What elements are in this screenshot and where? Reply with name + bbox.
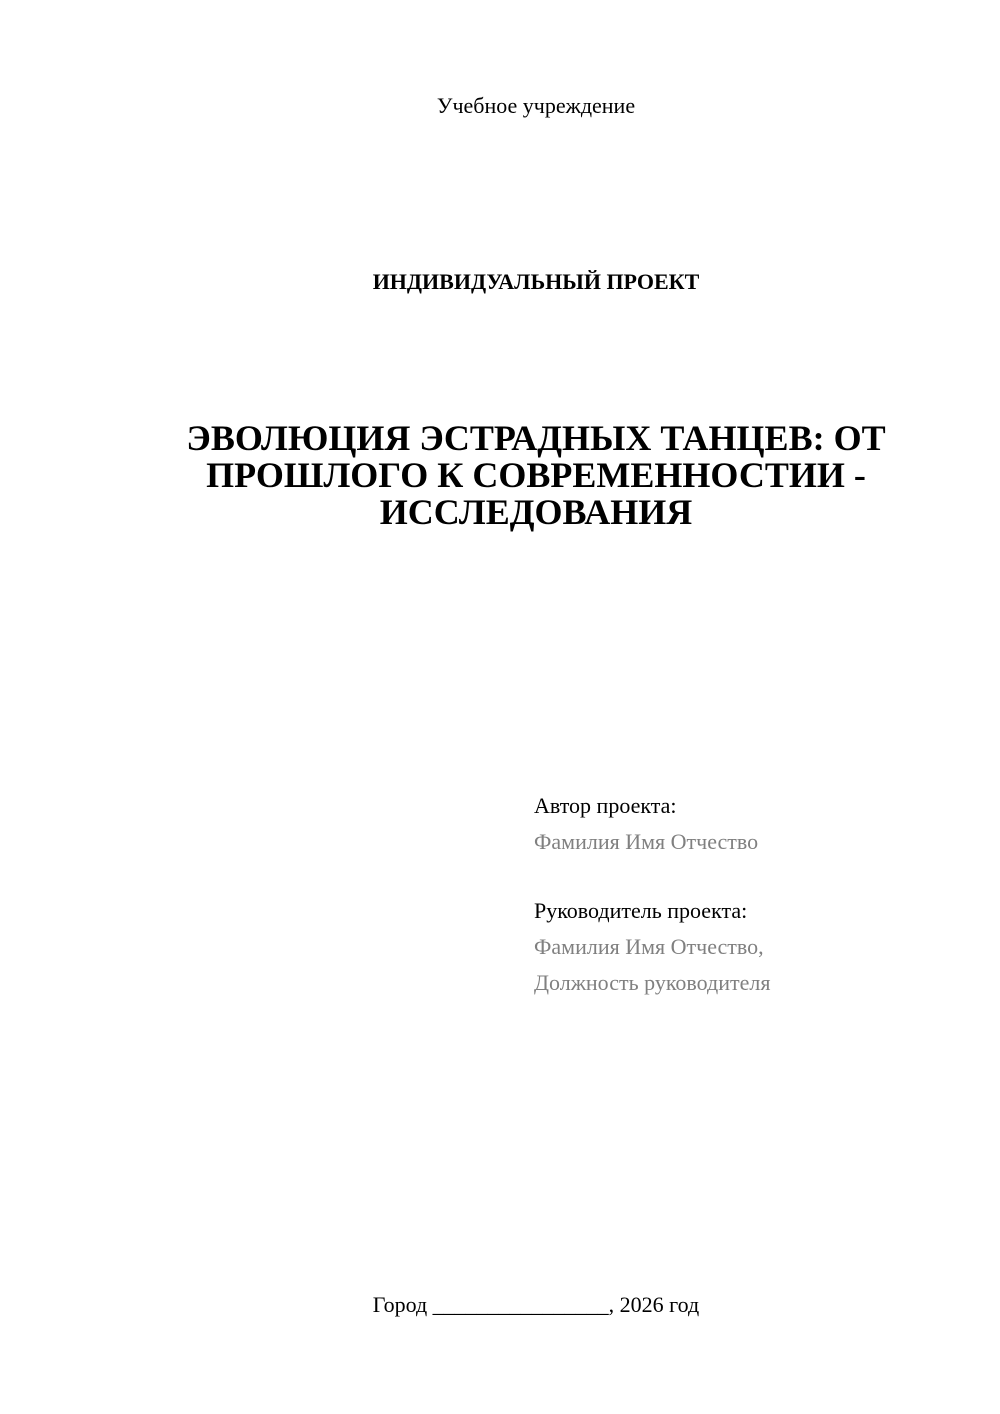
credits-block (534, 788, 974, 1001)
supervisor-position: Должность руководителя (534, 970, 771, 995)
city-year-line: Город ________________, 2026 год (372, 1292, 700, 1317)
project-title-line: ПРОШЛОГО К СОВРЕМЕННОСТИИ - (206, 455, 866, 495)
project-title-line: ЭВОЛЮЦИЯ ЭСТРАДНЫХ ТАНЦЕВ: ОТ (186, 418, 886, 458)
credits-spacer (534, 860, 974, 893)
supervisor-name: Фамилия Имя Отчество, (534, 934, 764, 959)
project-title (150, 420, 922, 531)
author-label: Автор проекта: (534, 793, 677, 818)
author-name: Фамилия Имя Отчество (534, 829, 759, 854)
project-title-line: ИССЛЕДОВАНИЯ (379, 492, 693, 532)
supervisor-label: Руководитель проекта: (534, 898, 748, 923)
institution-name: Учебное учреждение (436, 93, 636, 118)
document-type: ИНДИВИДУАЛЬНЫЙ ПРОЕКТ (372, 269, 700, 294)
